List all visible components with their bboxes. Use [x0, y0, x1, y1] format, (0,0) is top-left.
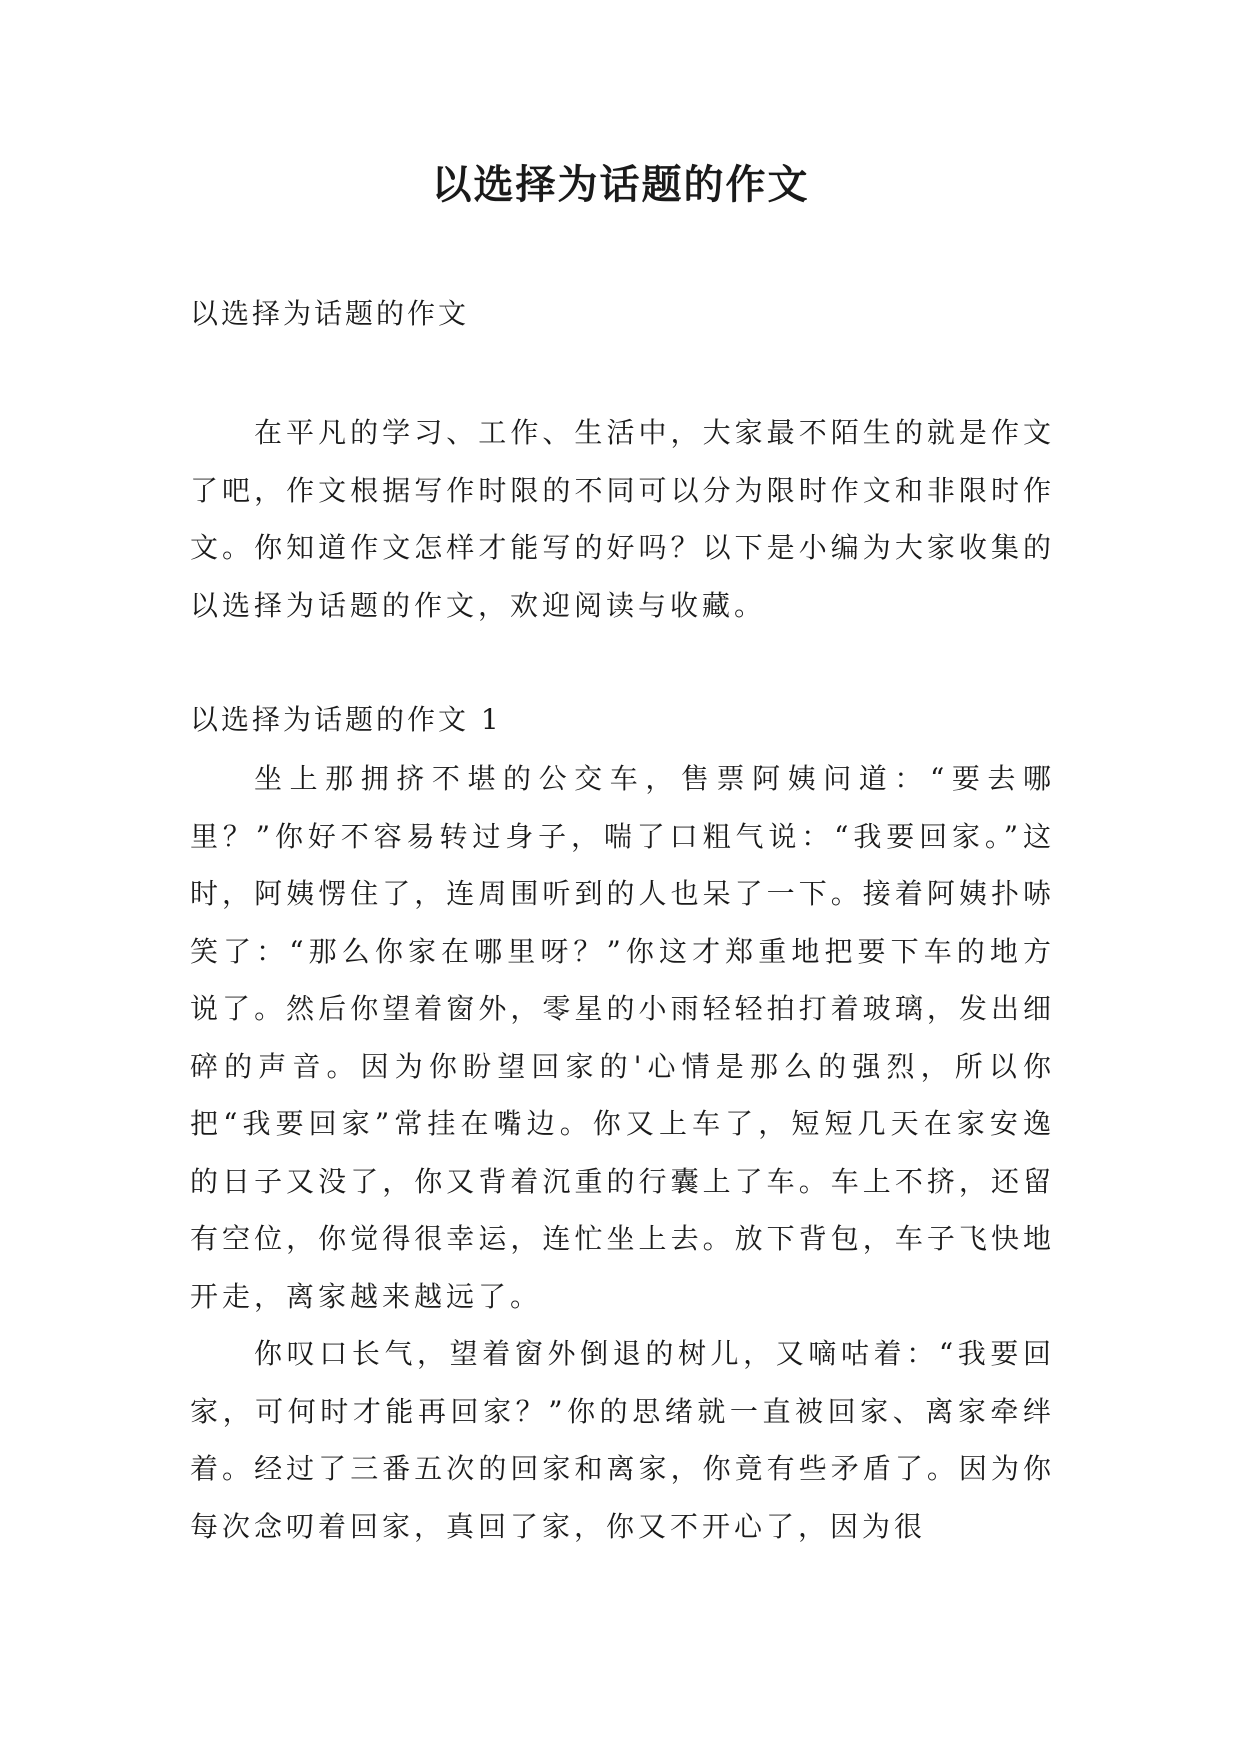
section-heading: 以选择为话题的作文 1 — [190, 703, 502, 736]
essay-body — [190, 750, 1055, 1555]
document-subtitle: 以选择为话题的作文 — [190, 297, 470, 330]
essay-paragraph: 你叹口长气，望着窗外倒退的树儿，又嘀咕着：“我要回家，可何时才能再回家？”你的思绪就一直被回家、离家牵绊着。经过了三番五次的回家和离家，你竟有些矛盾了。因为你每次念叨着回家，真回了家，你又不开心了，因为很 — [190, 1337, 1055, 1543]
intro-paragraph: 在平凡的学习、工作、生活中，大家最不陌生的就是作文了吧，作文根据写作时限的不同可以分为限时作文和非限时作文。你知道作文怎样才能写的好吗？以下是小编为大家收集的以选择为话题的作文，欢迎阅读与收藏。 — [190, 416, 1055, 622]
document-title: 以选择为话题的作文 — [431, 161, 810, 208]
essay-paragraph: 坐上那拥挤不堪的公交车，售票阿姨问道：“要去哪里？”你好不容易转过身子，喘了口粗气说：“我要回家。”这时，阿姨愣住了，连周围听到的人也呆了一下。接着阿姨扑哧笑了：“那么你家在哪里呀？”你这才郑重地把要下车的地方说了。然后你望着窗外，零星的小雨轻轻拍打着玻璃，发出细碎的声音。因为你盼望回家的'心情是那么的强烈，所以你把“我要回家”常挂在嘴边。你又上车了，短短几天在家安逸的日子又没了，你又背着沉重的行囊上了车。车上不挤，还留有空位，你觉得很幸运，连忙坐上去。放下背包，车子飞快地开走，离家越来越远了。 — [190, 762, 1055, 1313]
intro-block — [190, 404, 1055, 634]
